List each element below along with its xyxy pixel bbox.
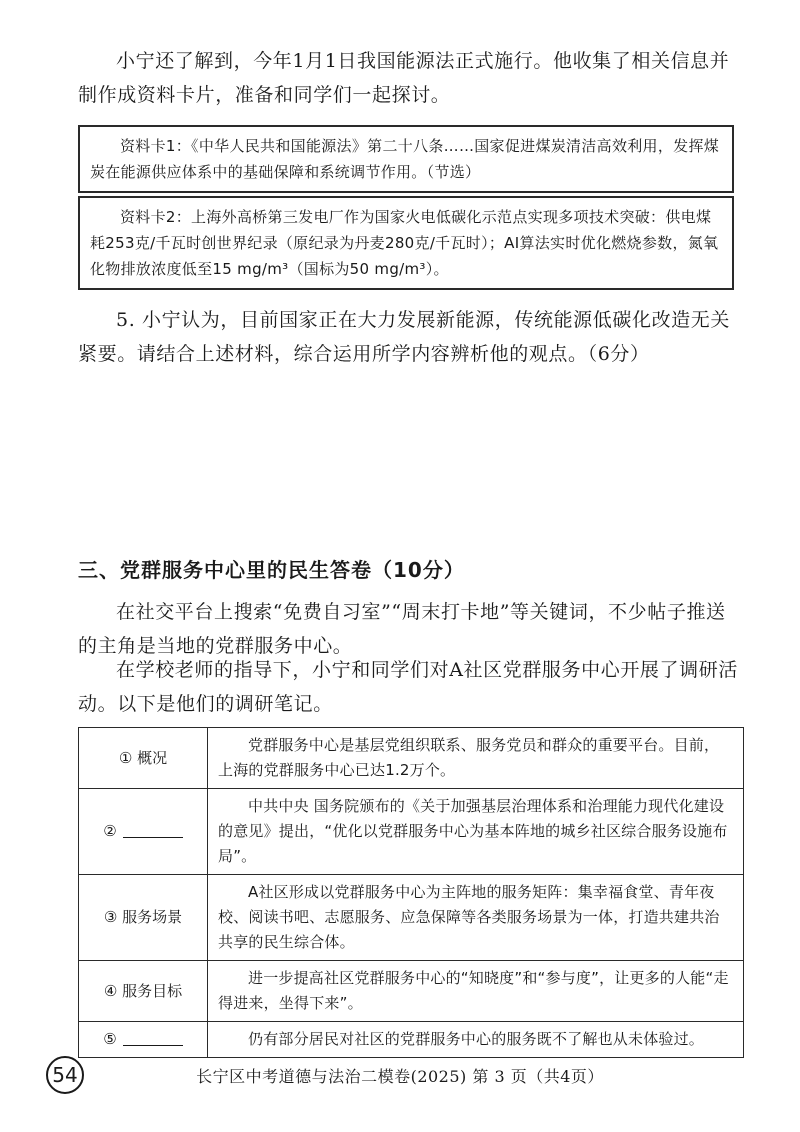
info-card-1: 资料卡1：《中华人民共和国能源法》第二十八条……国家促进煤炭清洁高效利用，发挥煤炭在能源供应体系中的基础保障和系统调节作用。（节选） xyxy=(78,125,734,193)
section-3-paragraph-1: 在社交平台上搜索“免费自习室”“周末打卡地”等关键词，不少帖子推送的主角是当地的党群服务中心。 xyxy=(78,601,726,657)
row-content: 进一步提高社区党群服务中心的“知晓度”和“参与度”，让更多的人能“走得进来，坐得下来”。 xyxy=(208,961,744,1022)
row-label: ④ 服务目标 xyxy=(79,961,208,1022)
row-label: ③ 服务场景 xyxy=(79,875,208,961)
research-notes-table xyxy=(78,727,744,1058)
table-row xyxy=(79,728,744,789)
section-3-paragraph-2: 在学校老师的指导下，小宁和同学们对A社区党群服务中心开展了调研活动。以下是他们的调研笔记。 xyxy=(78,659,738,715)
intro-paragraph: 小宁还了解到，今年1月1日我国能源法正式施行。他收集了相关信息并制作成资料卡片，准备和同学们一起探讨。 xyxy=(78,50,730,106)
page-badge: 54 xyxy=(46,1056,84,1094)
answer-blank[interactable] xyxy=(123,1031,183,1046)
row-label-text: ⑤ xyxy=(103,1030,117,1048)
question-5: 5. 小宁认为，目前国家正在大力发展新能源，传统能源低碳化改造无关紧要。请结合上述材料，综合运用所学内容辨析他的观点。（6分） xyxy=(78,309,730,365)
info-card-2: 资料卡2：上海外高桥第三发电厂作为国家火电低碳化示范点实现多项技术突破：供电煤耗253克/千瓦时创世界纪录（原纪录为丹麦280克/千瓦时）；AI算法实时优化燃烧参数，氮氧化物排放浓度低至15 mg/m³（国标为50 mg/m³）。 xyxy=(78,196,734,290)
row-label-text: ② xyxy=(103,822,117,840)
row-content: 党群服务中心是基层党组织联系、服务党员和群众的重要平台。目前，上海的党群服务中心已达1.2万个。 xyxy=(208,728,744,789)
row-content: 仍有部分居民对社区的党群服务中心的服务既不了解也从未体验过。 xyxy=(208,1022,744,1058)
row-content: 中共中央 国务院颁布的《关于加强基层治理体系和治理能力现代化建设的意见》提出，“优化以党群服务中心为基本阵地的城乡社区综合服务设施布局”。 xyxy=(208,789,744,875)
row-content: A社区形成以党群服务中心为主阵地的服务矩阵：集幸福食堂、青年夜校、阅读书吧、志愿服务、应急保障等各类服务场景为一体，打造共建共治共享的民生综合体。 xyxy=(208,875,744,961)
table-row xyxy=(79,961,744,1022)
section-3-title: 三、党群服务中心里的民生答卷（10分） xyxy=(78,558,465,582)
row-label: ① 概况 xyxy=(79,728,208,789)
row-label xyxy=(79,789,208,875)
page-footer: 长宁区中考道德与法治二模卷(2025) 第 3 页（共4页） xyxy=(196,1067,604,1086)
answer-blank[interactable] xyxy=(123,823,183,838)
table-row xyxy=(79,1022,744,1058)
table-row xyxy=(79,789,744,875)
table-row xyxy=(79,875,744,961)
row-label xyxy=(79,1022,208,1058)
